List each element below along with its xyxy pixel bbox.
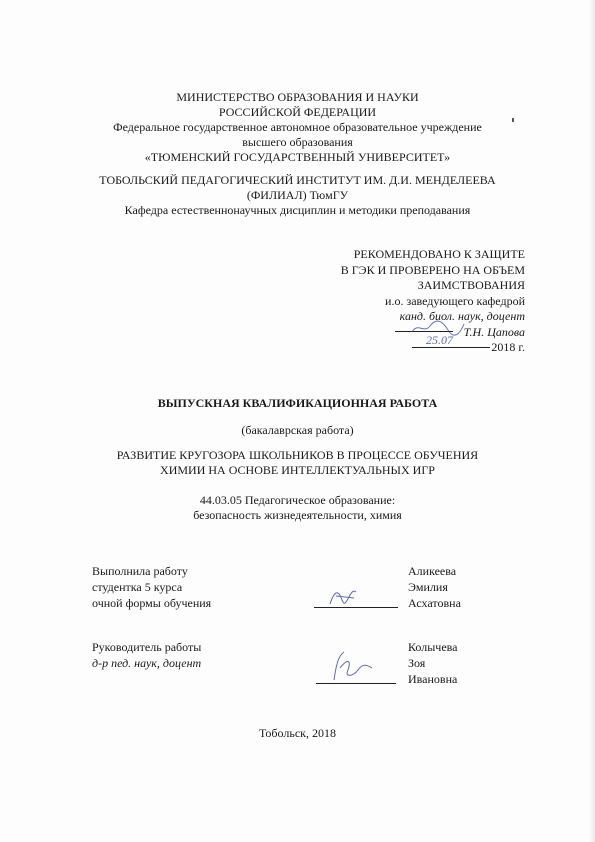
- university-name: «ТЮМЕНСКИЙ ГОСУДАРСТВЕННЫЙ УНИВЕРСИТЕТ»: [144, 150, 451, 164]
- department-name: Кафедра естественнонаучных дисциплин и методики преподавания: [124, 203, 471, 217]
- specialty-line-2: безопасность жизнедеятельности, химия: [193, 508, 402, 522]
- supervisor-signature-scribble: [326, 646, 378, 686]
- institution-line-2: высшего образования: [242, 135, 353, 149]
- supervisor-role-2: д-р пед. наук, доцент: [92, 656, 202, 670]
- student-role-1: Выполнила работу: [92, 564, 188, 578]
- supervisor-first-name: Зоя: [408, 656, 426, 670]
- institution-line-1: Федеральное государственное автономное образовательное учреждение: [113, 120, 482, 134]
- institute-name-1: ТОБОЛЬСКИЙ ПЕДАГОГИЧЕСКИЙ ИНСТИТУТ ИМ. Д.И. МЕНДЕЛЕЕВА: [99, 173, 496, 187]
- topic-block: [0, 448, 595, 478]
- supervisor-role-1: Руководитель работы: [92, 640, 202, 654]
- student-surname: Аликеева: [408, 564, 457, 578]
- institute-block: [0, 173, 595, 218]
- student-patronymic: Асхатовна: [408, 596, 461, 610]
- document-type-title: ВЫПУСКНАЯ КВАЛИФИКАЦИОННАЯ РАБОТА: [157, 396, 438, 410]
- student-first-name: Эмилия: [408, 580, 448, 594]
- supervisor-patronymic: Ивановна: [408, 672, 458, 686]
- city-year: Тобольск, 2018: [259, 726, 336, 740]
- ministry-line-1: МИНИСТЕРСТВО ОБРАЗОВАНИЯ И НАУКИ: [176, 90, 419, 104]
- approval-position: и.о. заведующего кафедрой: [385, 293, 525, 308]
- header-block: [0, 90, 595, 165]
- topic-line-1: РАЗВИТИЕ КРУГОЗОРА ШКОЛЬНИКОВ В ПРОЦЕССЕ ОБУЧЕНИЯ: [116, 448, 479, 462]
- specialty-block: [0, 493, 595, 523]
- approval-handwritten-date: [420, 330, 470, 348]
- ministry-line-2: РОССИЙСКОЙ ФЕДЕРАЦИИ: [218, 105, 377, 119]
- approval-degree: канд. биол. наук, доцент: [399, 309, 525, 323]
- approval-line-1: РЕКОМЕНДОВАНО К ЗАЩИТЕ: [353, 247, 525, 261]
- institute-name-2: (ФИЛИАЛ) ТюмГУ: [246, 188, 349, 202]
- svg-text:25.07: 25.07: [426, 333, 453, 347]
- approval-block: [285, 247, 525, 356]
- approval-name: Т.Н. Цапова: [463, 324, 525, 339]
- approval-year: 2018 г.: [491, 340, 525, 354]
- student-signature-scribble: [326, 582, 362, 610]
- supervisor-surname: Колычева: [408, 640, 458, 654]
- student-role-3: очной формы обучения: [92, 596, 212, 610]
- specialty-line-1: 44.03.05 Педагогическое образование:: [199, 493, 396, 507]
- student-role-2: студентка 5 курса: [92, 580, 183, 594]
- document-subtype: (бакалаврская работа): [241, 423, 354, 437]
- approval-line-2: В ГЭК И ПРОВЕРЕНО НА ОБЪЕМ: [340, 262, 525, 277]
- topic-line-2: ХИМИИ НА ОСНОВЕ ИНТЕЛЛЕКТУАЛЬНЫХ ИГР: [160, 463, 435, 477]
- approval-line-3: ЗАИМСТВОВАНИЯ: [417, 278, 525, 292]
